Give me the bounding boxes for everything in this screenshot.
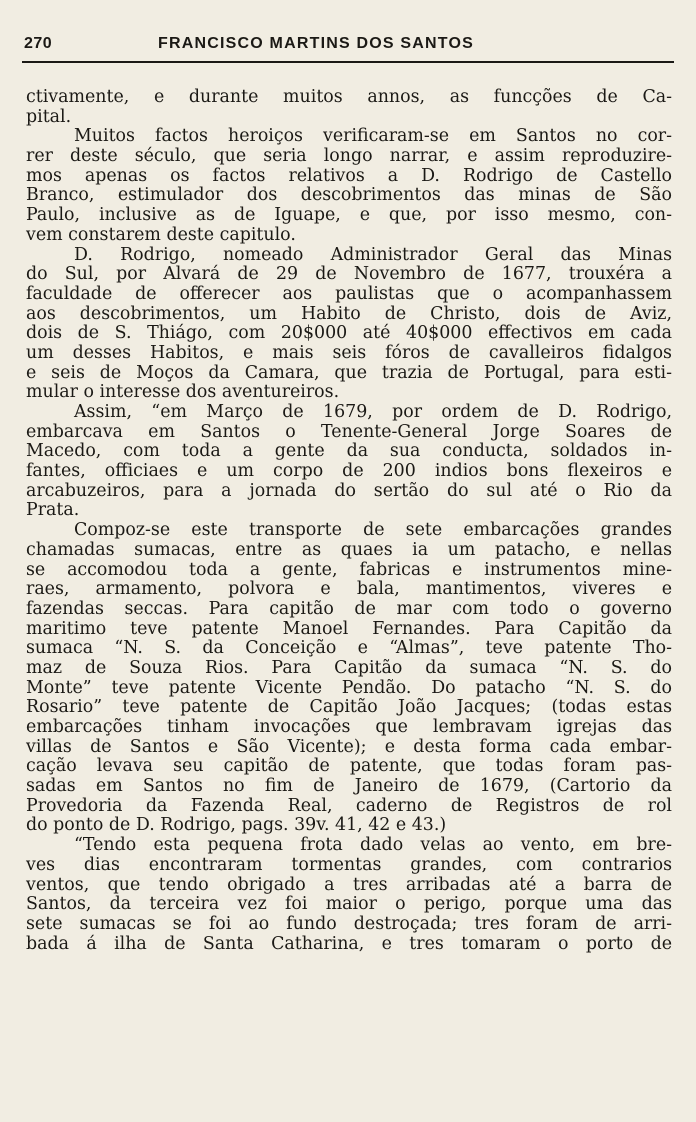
text-line: Santos, da terceira vez foi maior o perigo, porque uma das bbox=[26, 894, 672, 915]
text-line: fazendas seccas. Para capitão de mar com todo o governo bbox=[26, 598, 672, 619]
text-line: Compoz-se este transporte de sete embarcações grandes bbox=[74, 520, 672, 541]
text-line: e seis de Moços da Camara, que trazia de Portugal, para esti- bbox=[26, 362, 672, 383]
text-line: se accomodou toda a gente, fabricas e instrumentos mine- bbox=[26, 559, 672, 580]
text-line: mos apenas os factos relativos a D. Rodrigo de Castello bbox=[26, 165, 672, 186]
text-line: raes, armamento, polvora e bala, mantimentos, viveres e bbox=[26, 579, 672, 600]
text-line: do ponto de D. Rodrigo, pags. 39v. 41, 42 e 43.) bbox=[26, 815, 447, 836]
text-line: sumaca “N. S. da Conceição e “Almas”, teve patente Tho- bbox=[26, 638, 672, 659]
header-rule bbox=[22, 61, 674, 63]
text-line: faculdade de offerecer aos paulistas que o acompanhassem bbox=[26, 283, 672, 304]
text-line: bada á ilha de Santa Catharina, e tres tomaram o porto de bbox=[26, 933, 672, 954]
text-line: Rosario” teve patente de Capitão João Jacques; (todas estas bbox=[26, 697, 672, 718]
text-line: embarcações tinham invocações que lembravam igrejas das bbox=[26, 717, 672, 737]
text-line: dois de S. Thiágo, com 20$000 até 40$000 effectivos em cada bbox=[26, 323, 672, 344]
text-line: embarcava em Santos o Tenente-General Jorge Soares de bbox=[26, 421, 672, 442]
paragraph bbox=[26, 88, 672, 127]
text-line: cação levava seu capitão de patente, que todas foram pas- bbox=[26, 756, 672, 777]
text-line: sete sumacas se foi ao fundo destroçada; tres foram de arri- bbox=[26, 913, 672, 934]
text-line: chamadas sumacas, entre as quaes ia um patacho, e nellas bbox=[26, 539, 672, 560]
text-line: vem constarem deste capitulo. bbox=[26, 224, 296, 245]
text-line: pital. bbox=[26, 106, 72, 127]
paragraph bbox=[26, 246, 672, 404]
text-line: Macedo, com toda a gente da sua conducta, soldados in- bbox=[26, 441, 672, 462]
page-number: 270 bbox=[24, 35, 53, 52]
text-line: Monte” teve patente Vicente Pendão. Do patacho “N. S. do bbox=[26, 677, 672, 698]
text-line: mular o interesse dos aventureiros. bbox=[26, 382, 340, 403]
text-line: Prata. bbox=[26, 500, 80, 521]
text-line: Assim, “em Março de 1679, por ordem de D. Rodrigo, bbox=[74, 402, 672, 422]
text-line: Paulo, inclusive as de Iguape, e que, por isso mesmo, con- bbox=[26, 205, 672, 226]
text-line: do Sul, por Alvará de 29 de Novembro de 1677, trouxéra a bbox=[26, 264, 672, 285]
paragraph bbox=[26, 521, 672, 836]
text-line: Muitos factos heroiços verificaram-se em Santos no cor- bbox=[74, 126, 672, 147]
page-header bbox=[24, 32, 674, 60]
text-line: maritimo teve patente Manoel Fernandes. Para Capitão da bbox=[26, 618, 672, 639]
text-line: ventos, que tendo obrigado a tres arribadas até a barra de bbox=[26, 874, 672, 895]
paragraph bbox=[26, 403, 672, 521]
paragraph bbox=[26, 836, 672, 954]
body-text bbox=[26, 88, 672, 954]
text-line: villas de Santos e São Vicente); e desta forma cada embar- bbox=[26, 736, 672, 757]
text-line: aos descobrimentos, um Habito de Christo, dois de Aviz, bbox=[26, 303, 672, 324]
text-line: fantes, officiaes e um corpo de 200 indios bons flexeiros e bbox=[26, 461, 672, 482]
text-line: arcabuzeiros, para a jornada do sertão do sul até o Rio da bbox=[26, 480, 672, 501]
text-line: D. Rodrigo, nomeado Administrador Geral das Minas bbox=[74, 244, 672, 265]
text-line: um desses Habitos, e mais seis fóros de cavalleiros fidalgos bbox=[26, 342, 672, 363]
text-line: Branco, estimulador dos descobrimentos das minas de São bbox=[26, 185, 672, 206]
paragraph bbox=[26, 127, 672, 245]
text-line: ves dias encontraram tormentas grandes, com contrarios bbox=[26, 854, 672, 875]
text-line: rer deste século, que seria longo narrar, e assim reproduzire- bbox=[26, 146, 672, 167]
text-line: maz de Souza Rios. Para Capitão da sumaca “N. S. do bbox=[26, 657, 672, 678]
running-title: FRANCISCO MARTINS DOS SANTOS bbox=[158, 35, 474, 52]
text-line: Provedoria da Fazenda Real, caderno de Registros de rol bbox=[26, 795, 672, 816]
text-line: sadas em Santos no fim de Janeiro de 1679, (Cartorio da bbox=[26, 776, 672, 797]
text-line: ctivamente, e durante muitos annos, as funcções de Ca- bbox=[26, 87, 672, 107]
text-line: “Tendo esta pequena frota dado velas ao vento, em bre- bbox=[74, 835, 672, 856]
